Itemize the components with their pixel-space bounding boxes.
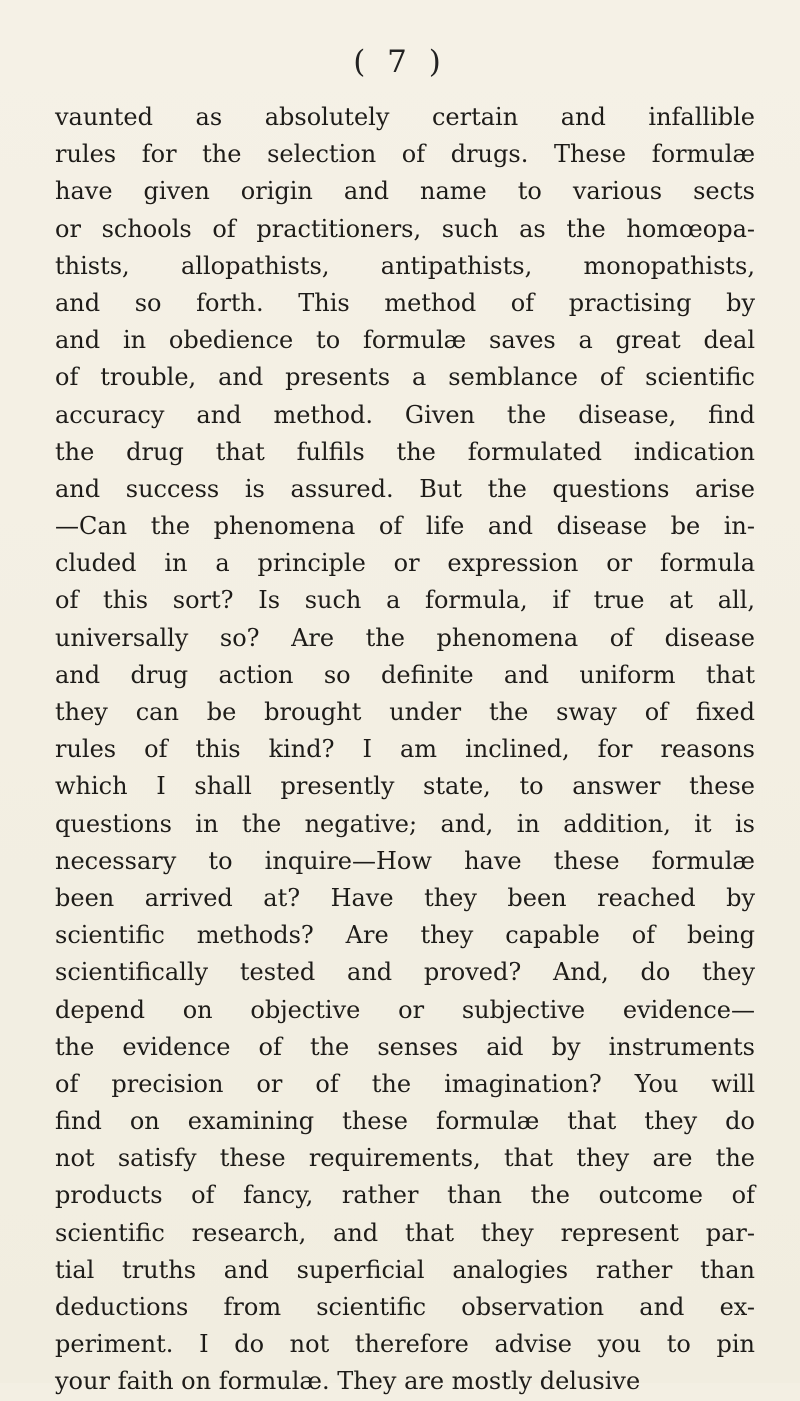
text-line: questions in the negative; and, in addition, it is: [55, 809, 755, 838]
text-line: find on examining these formulæ that they do: [55, 1107, 755, 1136]
text-line: have given origin and name to various sects: [55, 177, 755, 206]
text-line: scientific methods? Are they capable of being: [55, 921, 755, 950]
text-line: of trouble, and presents a semblance of scientific: [55, 363, 755, 392]
text-line: —Can the phenomena of life and disease be in-: [55, 512, 755, 541]
text-line: thists, allopathists, antipathists, monopathists,: [55, 251, 755, 280]
text-line: they can be brought under the sway of fixed: [55, 698, 755, 726]
page-number: ( 7 ): [353, 44, 447, 80]
text-line: vaunted as absolutely certain and infallible: [55, 103, 755, 131]
text-line: the drug that fulfils the formulated indication: [55, 437, 755, 466]
text-line: or schools of practitioners, such as the homœopa-: [55, 214, 755, 243]
text-line: deductions from scientific observation and ex-: [55, 1293, 755, 1321]
text-line: depend on objective or subjective evidence—: [55, 995, 755, 1024]
text-line: tial truths and superficial analogies rather than: [55, 1255, 755, 1284]
text-line: the evidence of the senses aid by instruments: [55, 1032, 755, 1061]
text-line: your faith on formulæ. They are mostly delusive: [55, 1367, 641, 1396]
text-line: of this sort? Is such a formula, if true at all,: [55, 586, 755, 615]
text-line: not satisfy these requirements, that they are the: [55, 1144, 755, 1173]
text-line: products of fancy, rather than the outcome of: [55, 1181, 755, 1210]
text-line: scientific research, and that they represent par-: [55, 1218, 755, 1247]
text-line: which I shall presently state, to answer these: [55, 772, 755, 801]
text-line: rules of this kind? I am inclined, for reasons: [55, 735, 755, 764]
text-line: periment. I do not therefore advise you to pin: [55, 1330, 755, 1359]
text-line: universally so? Are the phenomena of disease: [55, 623, 755, 652]
text-line: and so forth. This method of practising by: [55, 288, 755, 317]
text-line: been arrived at? Have they been reached by: [55, 883, 755, 912]
text-line: necessary to inquire—How have these formulæ: [55, 846, 755, 875]
text-line: rules for the selection of drugs. These formulæ: [55, 140, 755, 169]
text-line: and in obedience to formulæ saves a great deal: [55, 326, 755, 355]
text-line: and drug action so definite and uniform that: [55, 660, 755, 689]
text-line: accuracy and method. Given the disease, find: [55, 400, 755, 429]
text-line: cluded in a principle or expression or formula: [55, 549, 755, 578]
text-line: scientifically tested and proved? And, do they: [55, 958, 755, 987]
text-line: of precision or of the imagination? You will: [55, 1069, 755, 1098]
text-line: and success is assured. But the questions arise: [55, 474, 755, 503]
body-text: [55, 99, 755, 1401]
